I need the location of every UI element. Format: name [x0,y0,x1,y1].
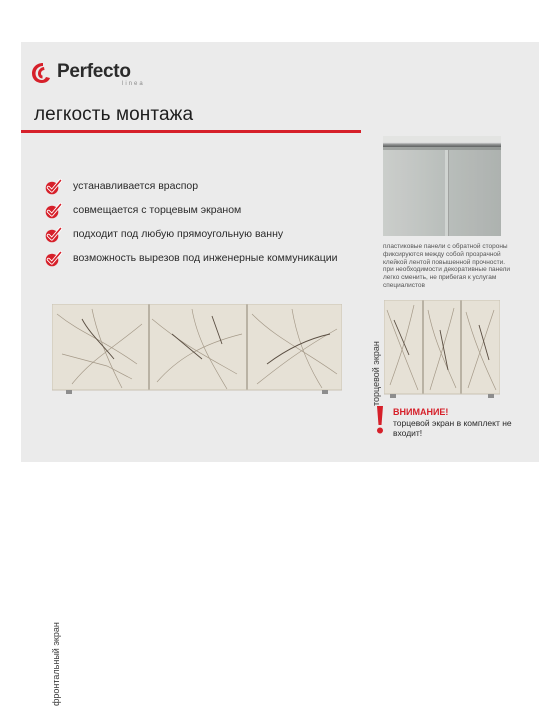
check-icon [44,226,62,244]
exclamation-icon [374,405,386,435]
check-icon [44,178,62,196]
page-title: легкость монтажа [34,104,194,125]
feature-text: подходит под любую прямоугольную ванну [73,228,284,240]
brand-logo [30,61,160,91]
front-screen-label: фронтальный экран [51,622,61,706]
check-icon [44,202,62,220]
check-icon [44,250,62,268]
feature-text: совмещается с торцевым экраном [73,204,242,216]
end-screen-image [384,300,500,398]
warning-title: ВНИМАНИЕ! [393,407,449,417]
bathtub-panel-photo [383,136,501,236]
note-replace: при необходимости декоративные панели легко сменить, не прибегая к услугам специалистов [383,266,511,289]
feature-text: устанавливается враспор [73,180,199,192]
heading-underline [21,130,361,133]
feature-text: возможность вырезов под инженерные коммуникации [73,252,338,264]
brand-name: Perfecto [57,61,131,82]
brand-swirl-icon [30,61,54,85]
end-screen-label: торцевой экран [371,341,381,406]
brand-subline: linea [122,81,145,87]
front-screen-image [52,304,342,394]
warning-text: торцевой экран в комплект не входит! [393,418,512,438]
note-glue: пластиковые панели с обратной стороны фиксируются между собой прозрачной клейкой лентой повышенной прочности. [383,243,508,266]
